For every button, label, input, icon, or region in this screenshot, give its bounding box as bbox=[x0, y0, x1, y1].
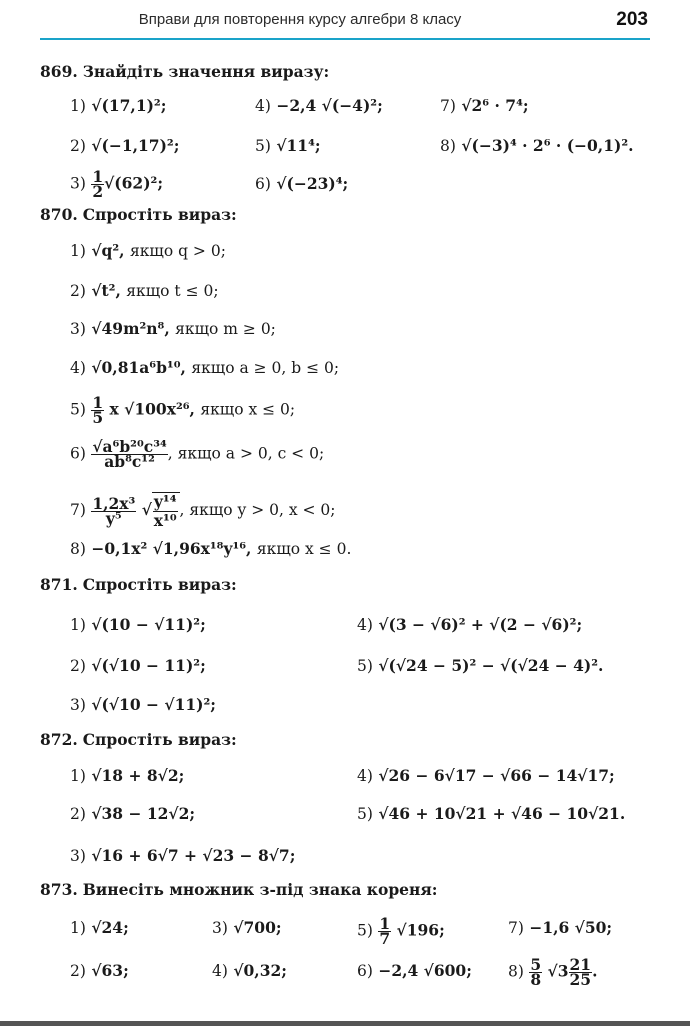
task-label: 7) bbox=[440, 97, 456, 115]
task-condition: , якщо a > 0, c < 0; bbox=[167, 444, 325, 463]
header-rule bbox=[40, 38, 650, 40]
task-label: 3) bbox=[70, 174, 86, 193]
numerator: 1 bbox=[92, 393, 104, 412]
fraction bbox=[91, 437, 167, 471]
fraction bbox=[91, 167, 104, 201]
task-end-mark: . bbox=[592, 961, 598, 981]
task-873-1 bbox=[70, 917, 129, 939]
task-870-2 bbox=[70, 280, 219, 302]
task-label: 2) bbox=[70, 962, 86, 980]
exercise-instruction: Спростіть вираз: bbox=[82, 575, 237, 594]
task-869-3 bbox=[70, 167, 164, 201]
exercise-871-heading bbox=[40, 575, 237, 594]
task-label: 5) bbox=[357, 805, 373, 823]
task-condition: , якщо y > 0, x < 0; bbox=[179, 501, 336, 519]
task-label: 3) bbox=[212, 919, 228, 937]
exercise-number: 869. bbox=[40, 62, 78, 81]
task-872-5 bbox=[357, 803, 625, 825]
task-expression: √(−1,17)²; bbox=[91, 136, 180, 155]
task-condition: якщо x ≤ 0; bbox=[200, 400, 296, 419]
task-expression: √(10 − √11)²; bbox=[91, 615, 206, 634]
task-expression: √(3 − √6)² + √(2 − √6)²; bbox=[378, 615, 583, 634]
page-bottom-bar bbox=[0, 1021, 690, 1026]
denominator: 25 bbox=[569, 970, 592, 989]
exercise-872-heading bbox=[40, 730, 237, 749]
task-expression: √(√24 − 5)² − √(√24 − 4)². bbox=[378, 656, 604, 675]
task-expression: √0,81a⁶b¹⁰, bbox=[91, 358, 186, 377]
task-870-8 bbox=[70, 538, 351, 560]
task-expression: √2⁶ · 7⁴; bbox=[461, 96, 529, 115]
task-label: 4) bbox=[212, 962, 228, 980]
task-label: 3) bbox=[70, 847, 86, 865]
task-869-2 bbox=[70, 135, 179, 157]
task-expression: √(−3)⁴ · 2⁶ · (−0,1)². bbox=[461, 136, 634, 155]
task-869-4 bbox=[255, 95, 383, 117]
task-870-3 bbox=[70, 318, 276, 340]
task-label: 2) bbox=[70, 282, 86, 300]
task-label: 1) bbox=[70, 97, 86, 115]
task-872-3 bbox=[70, 845, 295, 867]
task-expression: √(√10 − √11)²; bbox=[91, 695, 216, 714]
task-expression: −2,4 √600; bbox=[378, 961, 472, 980]
numerator: 5 bbox=[530, 955, 542, 974]
task-873-4 bbox=[212, 960, 287, 982]
task-label: 5) bbox=[357, 657, 373, 675]
task-873-7 bbox=[508, 917, 612, 939]
task-871-2 bbox=[70, 655, 206, 677]
denominator: y⁵ bbox=[105, 508, 122, 528]
task-label: 2) bbox=[70, 137, 86, 155]
task-label: 1) bbox=[70, 767, 86, 785]
task-label: 4) bbox=[357, 616, 373, 634]
task-expression: √196; bbox=[396, 920, 445, 940]
task-871-1 bbox=[70, 614, 206, 636]
task-label: 3) bbox=[70, 320, 86, 338]
radical-sign-icon: √ bbox=[141, 500, 152, 519]
task-label: 4) bbox=[255, 97, 271, 115]
exercise-instruction: Спростіть вираз: bbox=[82, 730, 237, 749]
task-label: 2) bbox=[70, 657, 86, 675]
numerator: 21 bbox=[569, 955, 592, 974]
exercise-873-heading bbox=[40, 880, 438, 899]
task-label: 8) bbox=[70, 540, 86, 558]
task-872-4 bbox=[357, 765, 615, 787]
task-871-5 bbox=[357, 655, 603, 677]
task-label: 1) bbox=[70, 242, 86, 260]
task-870-7 bbox=[70, 492, 335, 530]
numerator: 1 bbox=[92, 167, 104, 186]
task-869-6 bbox=[255, 173, 348, 195]
task-label: 6) bbox=[255, 175, 271, 193]
task-870-4 bbox=[70, 357, 339, 379]
task-expression: −2,4 √(−4)²; bbox=[276, 96, 383, 115]
task-871-3 bbox=[70, 694, 216, 716]
task-label: 6) bbox=[70, 444, 86, 463]
task-expression: √63; bbox=[91, 961, 129, 980]
task-expression: √(17,1)²; bbox=[91, 96, 167, 115]
task-870-5 bbox=[70, 393, 296, 427]
exercise-870-heading bbox=[40, 205, 237, 224]
task-expression: √700; bbox=[233, 918, 282, 937]
task-expression: √46 + 10√21 + √46 − 10√21. bbox=[378, 804, 626, 823]
task-label: 7) bbox=[508, 919, 524, 937]
task-condition: якщо m ≥ 0; bbox=[175, 320, 276, 338]
task-expression: √3 bbox=[547, 961, 569, 981]
denominator: 8 bbox=[530, 970, 542, 989]
task-expression: √24; bbox=[91, 918, 129, 937]
task-870-6 bbox=[70, 437, 325, 471]
mixed-fraction bbox=[569, 955, 593, 989]
fraction bbox=[378, 914, 391, 948]
task-label: 3) bbox=[70, 696, 86, 714]
exercise-number: 870. bbox=[40, 205, 78, 224]
exercise-869-heading bbox=[40, 62, 329, 81]
task-869-8 bbox=[440, 135, 634, 157]
task-873-5 bbox=[357, 914, 445, 948]
task-label: 5) bbox=[70, 400, 86, 419]
task-873-3 bbox=[212, 917, 282, 939]
task-label: 5) bbox=[357, 921, 373, 940]
task-condition: якщо a ≥ 0, b ≤ 0; bbox=[191, 359, 340, 377]
fraction bbox=[91, 393, 104, 427]
denominator: x¹⁰ bbox=[153, 511, 177, 530]
task-label: 4) bbox=[70, 359, 86, 377]
exercise-number: 873. bbox=[40, 880, 78, 899]
task-expression: √16 + 6√7 + √23 − 8√7; bbox=[91, 846, 296, 865]
task-expression: √49m²n⁸, bbox=[91, 319, 170, 338]
exercise-instruction: Спростіть вираз: bbox=[82, 205, 237, 224]
task-expression: √(62)²; bbox=[104, 173, 164, 193]
exercise-instruction: Винесіть множник з-під знака кореня: bbox=[82, 880, 438, 899]
page-number: 203 bbox=[616, 9, 648, 30]
task-expression: √18 + 8√2; bbox=[91, 766, 185, 785]
task-873-6 bbox=[357, 960, 472, 982]
denominator: 5 bbox=[92, 408, 104, 427]
denominator: ab⁸c¹² bbox=[104, 452, 155, 471]
task-label: 6) bbox=[357, 962, 373, 980]
task-869-5 bbox=[255, 135, 321, 157]
task-label: 7) bbox=[70, 501, 86, 519]
task-condition: якщо t ≤ 0; bbox=[126, 282, 219, 300]
task-872-2 bbox=[70, 803, 195, 825]
task-873-2 bbox=[70, 960, 129, 982]
task-expression: x √100x²⁶, bbox=[109, 399, 195, 419]
numerator: y¹⁴ bbox=[153, 492, 177, 511]
task-873-8 bbox=[508, 955, 598, 989]
task-expression: √11⁴; bbox=[276, 136, 321, 155]
task-label: 1) bbox=[70, 616, 86, 634]
task-expression: −0,1x² √1,96x¹⁸y¹⁶, bbox=[91, 539, 252, 558]
denominator: 2 bbox=[92, 182, 104, 201]
task-expression: √t², bbox=[91, 281, 121, 300]
numerator: 1,2x³ bbox=[92, 493, 136, 513]
task-condition: якщо q > 0; bbox=[129, 242, 226, 260]
task-condition: якщо x ≤ 0. bbox=[256, 540, 352, 558]
task-869-7 bbox=[440, 95, 529, 117]
fraction bbox=[91, 493, 136, 528]
running-header: Вправи для повторення курсу алгебри 8 класу bbox=[138, 11, 462, 28]
task-870-1 bbox=[70, 240, 226, 262]
task-expression: √0,32; bbox=[233, 961, 287, 980]
task-label: 2) bbox=[70, 805, 86, 823]
numerator: 1 bbox=[379, 914, 391, 933]
numerator: √a⁶b²⁰c³⁴ bbox=[92, 437, 167, 456]
exercise-instruction: Знайдіть значення виразу: bbox=[82, 62, 330, 81]
task-expression: −1,6 √50; bbox=[529, 918, 613, 937]
task-label: 1) bbox=[70, 919, 86, 937]
task-869-1 bbox=[70, 95, 166, 117]
task-label: 5) bbox=[255, 137, 271, 155]
denominator: 7 bbox=[379, 929, 391, 948]
task-label: 8) bbox=[508, 962, 524, 981]
task-expression: √(−23)⁴; bbox=[276, 174, 349, 193]
exercise-number: 872. bbox=[40, 730, 78, 749]
task-872-1 bbox=[70, 765, 184, 787]
exercise-number: 871. bbox=[40, 575, 78, 594]
task-label: 8) bbox=[440, 137, 456, 155]
task-871-4 bbox=[357, 614, 582, 636]
task-expression: √26 − 6√17 − √66 − 14√17; bbox=[378, 766, 615, 785]
task-label: 4) bbox=[357, 767, 373, 785]
task-expression: √38 − 12√2; bbox=[91, 804, 196, 823]
radicand-fraction bbox=[152, 492, 180, 530]
task-expression: √(√10 − 11)²; bbox=[91, 656, 206, 675]
fraction bbox=[529, 955, 542, 989]
task-expression: √q², bbox=[91, 241, 125, 260]
